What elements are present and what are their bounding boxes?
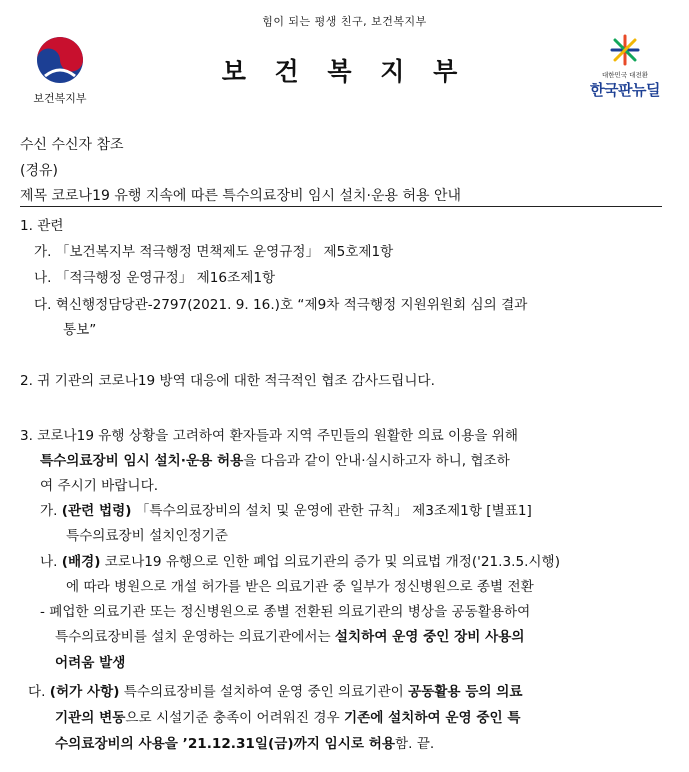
dash-line-3-emphasis: 어려움 발생 [55,655,126,671]
dash-line-2 [55,625,525,650]
item-da-prefix: 다. [28,684,50,700]
item-da-line-3-emphasis: 수의료장비의 사용을 ’21.12.31일(금)까지 임시로 허용 [55,736,395,752]
item-ga-line-1 [40,499,532,524]
section-2: 2. 귀 기관의 코로나19 방역 대응에 대한 적극적인 협조 감사드립니다. [20,373,435,389]
subject-line: 제목 코로나19 유행 지속에 따른 특수의료장비 임시 설치·운용 허용 안내 [20,188,461,204]
item-ga-line-2: 특수의료장비 설치인정기준 [66,528,228,544]
item-da-line-2-emphasis-1: 기관의 변동 [55,710,126,726]
item-ga-prefix: 가. [40,503,62,519]
document-title: 보 건 복 지 부 [221,57,468,86]
new-deal-subtitle: 대한민국 대전환 [601,71,649,79]
item-da-line-2 [55,706,520,731]
dash-line-2-text: 특수의료장비를 설치 운영하는 의료기관에서는 [55,629,335,645]
section-1-heading: 1. 관련 [20,218,64,234]
section-1-item-da: 다. 혁신행정담당관-2797(2021. 9. 16.)호 “제9차 적극행정 지원위원회 심의 결과 [34,297,528,313]
dash-line-3 [55,651,125,676]
item-da-line-2-emphasis-2: 기존에 설치하여 운영 중인 특 [343,710,521,726]
item-na-line-1 [40,550,560,575]
section-1-item-ga: 가. 「보건복지부 적극행정 면책제도 운영규정」 제5호제1항 [34,244,394,260]
recipient-line: 수신 수신자 참조 [20,137,124,153]
dash-line-1: - 폐업한 의료기관 또는 정신병원으로 종별 전환된 의료기관의 병상을 공동활용하여 [40,604,531,620]
section-3-line-3: 여 주시기 바랍니다. [40,478,159,494]
ministry-name: 보건복지부 [33,92,87,105]
new-deal-brand: 한국판뉴딜 [590,81,660,99]
item-da-line-1 [28,680,523,705]
item-na-text: 코로나19 유행으로 인한 폐업 의료기관의 증가 및 의료법 개정('21.3.5.시행) [100,554,560,570]
new-deal-star-icon [610,34,640,66]
section-1-item-na: 나. 「적극행정 운영규정」 제16조제1항 [34,270,276,286]
item-na-label: (배경) [61,554,101,570]
item-da-line-3 [55,732,434,757]
item-da-line-3-text: 함. 끝. [394,736,435,752]
section-1-item-da-cont: 통보” [63,322,97,338]
section-3-line-2-text: 을 다음과 같이 안내·실시하고자 하니, 협조하 [243,453,510,469]
via-line: (경유) [20,163,58,179]
dash-line-2-emphasis: 설치하여 운영 중인 장비 사용의 [334,629,525,645]
slogan: 힘이 되는 평생 친구, 보건복지부 [262,15,427,28]
item-na-prefix: 나. [40,554,62,570]
item-da-label: (허가 사항) [49,684,120,700]
item-da-emphasis: 공동활용 등의 의료 [408,684,523,700]
item-da-text: 특수의료장비를 설치하여 운영 중인 의료기관이 [119,684,409,700]
subject-divider [20,206,662,207]
item-da-line-2-text: 으로 시설기준 충족이 어려워진 경우 [125,710,344,726]
new-deal-logo [575,34,675,100]
section-3-line-1: 3. 코로나19 유행 상황을 고려하여 환자들과 지역 주민들의 원활한 의료 이용을 위해 [20,428,519,444]
item-na-line-2: 에 따라 병원으로 개설 허가를 받은 의료기관 중 일부가 정신병원으로 종별 전환 [66,579,534,595]
item-ga-label: (관련 법령) [61,503,132,519]
section-3-emphasis: 특수의료장비 임시 설치·운용 허용 [40,453,244,469]
section-3-line-2 [40,449,510,474]
item-ga-text: 「특수의료장비의 설치 및 운영에 관한 규칙」 제3조제1항 [별표1] [131,503,532,519]
